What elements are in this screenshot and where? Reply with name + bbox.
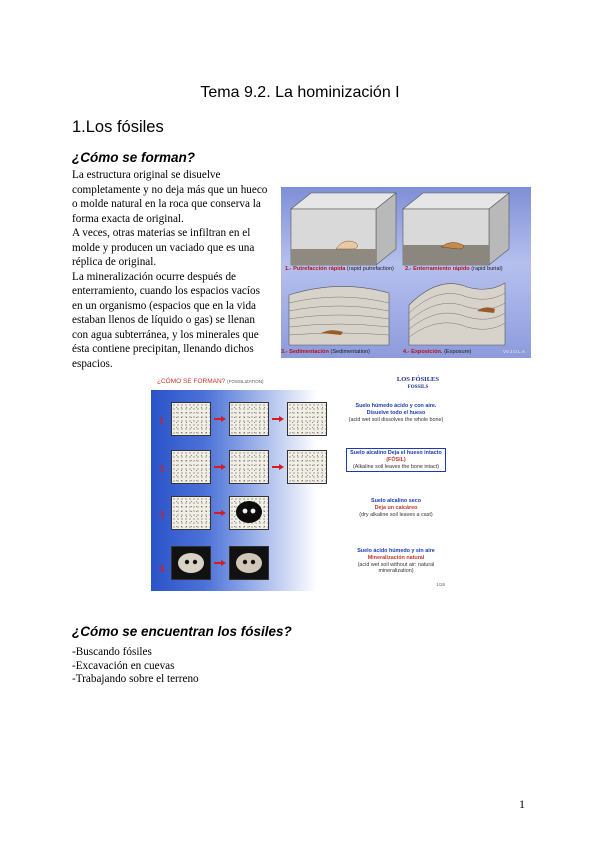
arrow-right-icon [272, 416, 284, 422]
list-item: -Buscando fósiles [72, 646, 152, 658]
skull-tile [171, 496, 211, 530]
arrow-right-icon [214, 510, 226, 516]
list-item: -Excavación en cuevas [72, 659, 175, 672]
fossilization-stages-figure [281, 187, 531, 358]
subheading-how-found: ¿Cómo se encuentran los fósiles? [72, 624, 292, 639]
arrow-right-icon [272, 464, 284, 470]
figure-header-left: ¿CÓMO SE FORMAN? (FOSSILIZATION) [157, 378, 264, 385]
row-number: 4 [159, 564, 164, 575]
mineralized-skull-tile [171, 546, 211, 580]
slide-number: 1/26 [436, 582, 445, 587]
paragraph: La estructura original se disuelve completamente y no deja más que un hueco o molde natural en la roca que conserva la forma exacta de original. [72, 169, 268, 225]
body-text [72, 168, 272, 371]
skull-cast-tile [229, 496, 269, 530]
skull-tile [171, 402, 211, 436]
watermark: VV.J.O.L.A. [503, 349, 527, 354]
stage-1-box [291, 193, 396, 265]
stage-3-strata [289, 286, 389, 345]
row-number: 1 [159, 416, 164, 427]
mineralized-skull-icon [230, 547, 268, 579]
caption-stage-1: 1.- Putrefacción rápida (rapid putrefaction) [285, 266, 394, 272]
condition-row-3: Suelo alcalino seco Deja un calcáreo (dry alkaline soil leaves a cast) [359, 498, 433, 518]
skull-tile [287, 450, 327, 484]
caption-stage-4: 4.- Exposición. (Exposure) [403, 349, 472, 355]
skull-tile [229, 402, 269, 436]
condition-row-1: Suelo húmedo ácido y con aire. Disuelve todo el hueso (acid wet soil dissolves the whole bone) [348, 403, 444, 423]
methods-list [72, 646, 199, 687]
stages-illustration [281, 187, 531, 358]
list-item: -Trabajando sobre el terreno [72, 673, 199, 685]
condition-row-4: Suelo ácido húmedo y sin aire Mineralización natural (acid wet soil without air: natural mineralization) [357, 548, 435, 575]
stage-4-strata [409, 283, 505, 345]
condition-row-2: Suelo alcalino Deja el hueso intacto (FÓSIL) (Alkaline soil leaves the bone intact) [346, 448, 446, 472]
page-title: Tema 9.2. La hominización I [200, 84, 400, 101]
caption-stage-2: 2.- Enterramiento rápido (rapid burial) [405, 266, 503, 272]
fossilization-conditions-figure [151, 374, 453, 591]
mineralized-skull-tile [229, 546, 269, 580]
empty-soil-tile [287, 402, 327, 436]
skull-cast-icon [230, 497, 268, 529]
page-number: 1 [519, 797, 525, 811]
arrow-right-icon [214, 464, 226, 470]
row-number: 2 [159, 464, 164, 475]
row-number: 3 [159, 510, 164, 521]
mineralized-skull-icon [172, 547, 210, 579]
arrow-right-icon [214, 416, 226, 422]
skull-tile [171, 450, 211, 484]
stage-2-box [403, 193, 509, 265]
figure-header-right: LOS FÓSILES FOSSILS [396, 376, 439, 390]
arrow-right-icon [214, 560, 226, 566]
paragraph: A veces, otras materias se infiltran en el molde y producen un vaciado que es una réplica de original. [72, 227, 255, 268]
caption-stage-3: 3.- Sedimentación (Sedimentation) [281, 349, 370, 355]
section-heading: 1.Los fósiles [72, 118, 164, 136]
skull-tile [229, 450, 269, 484]
paragraph: La mineralización ocurre después de enterramiento, cuando los espacios vacíos en un organismo (espacios que en la vida estaban llenos de líquido o gas) se llenan con agua subterránea, y los minerales que ésta contiene precipitan, llenando dichos espacios. [72, 270, 260, 370]
subheading-how-formed: ¿Cómo se forman? [72, 150, 196, 165]
